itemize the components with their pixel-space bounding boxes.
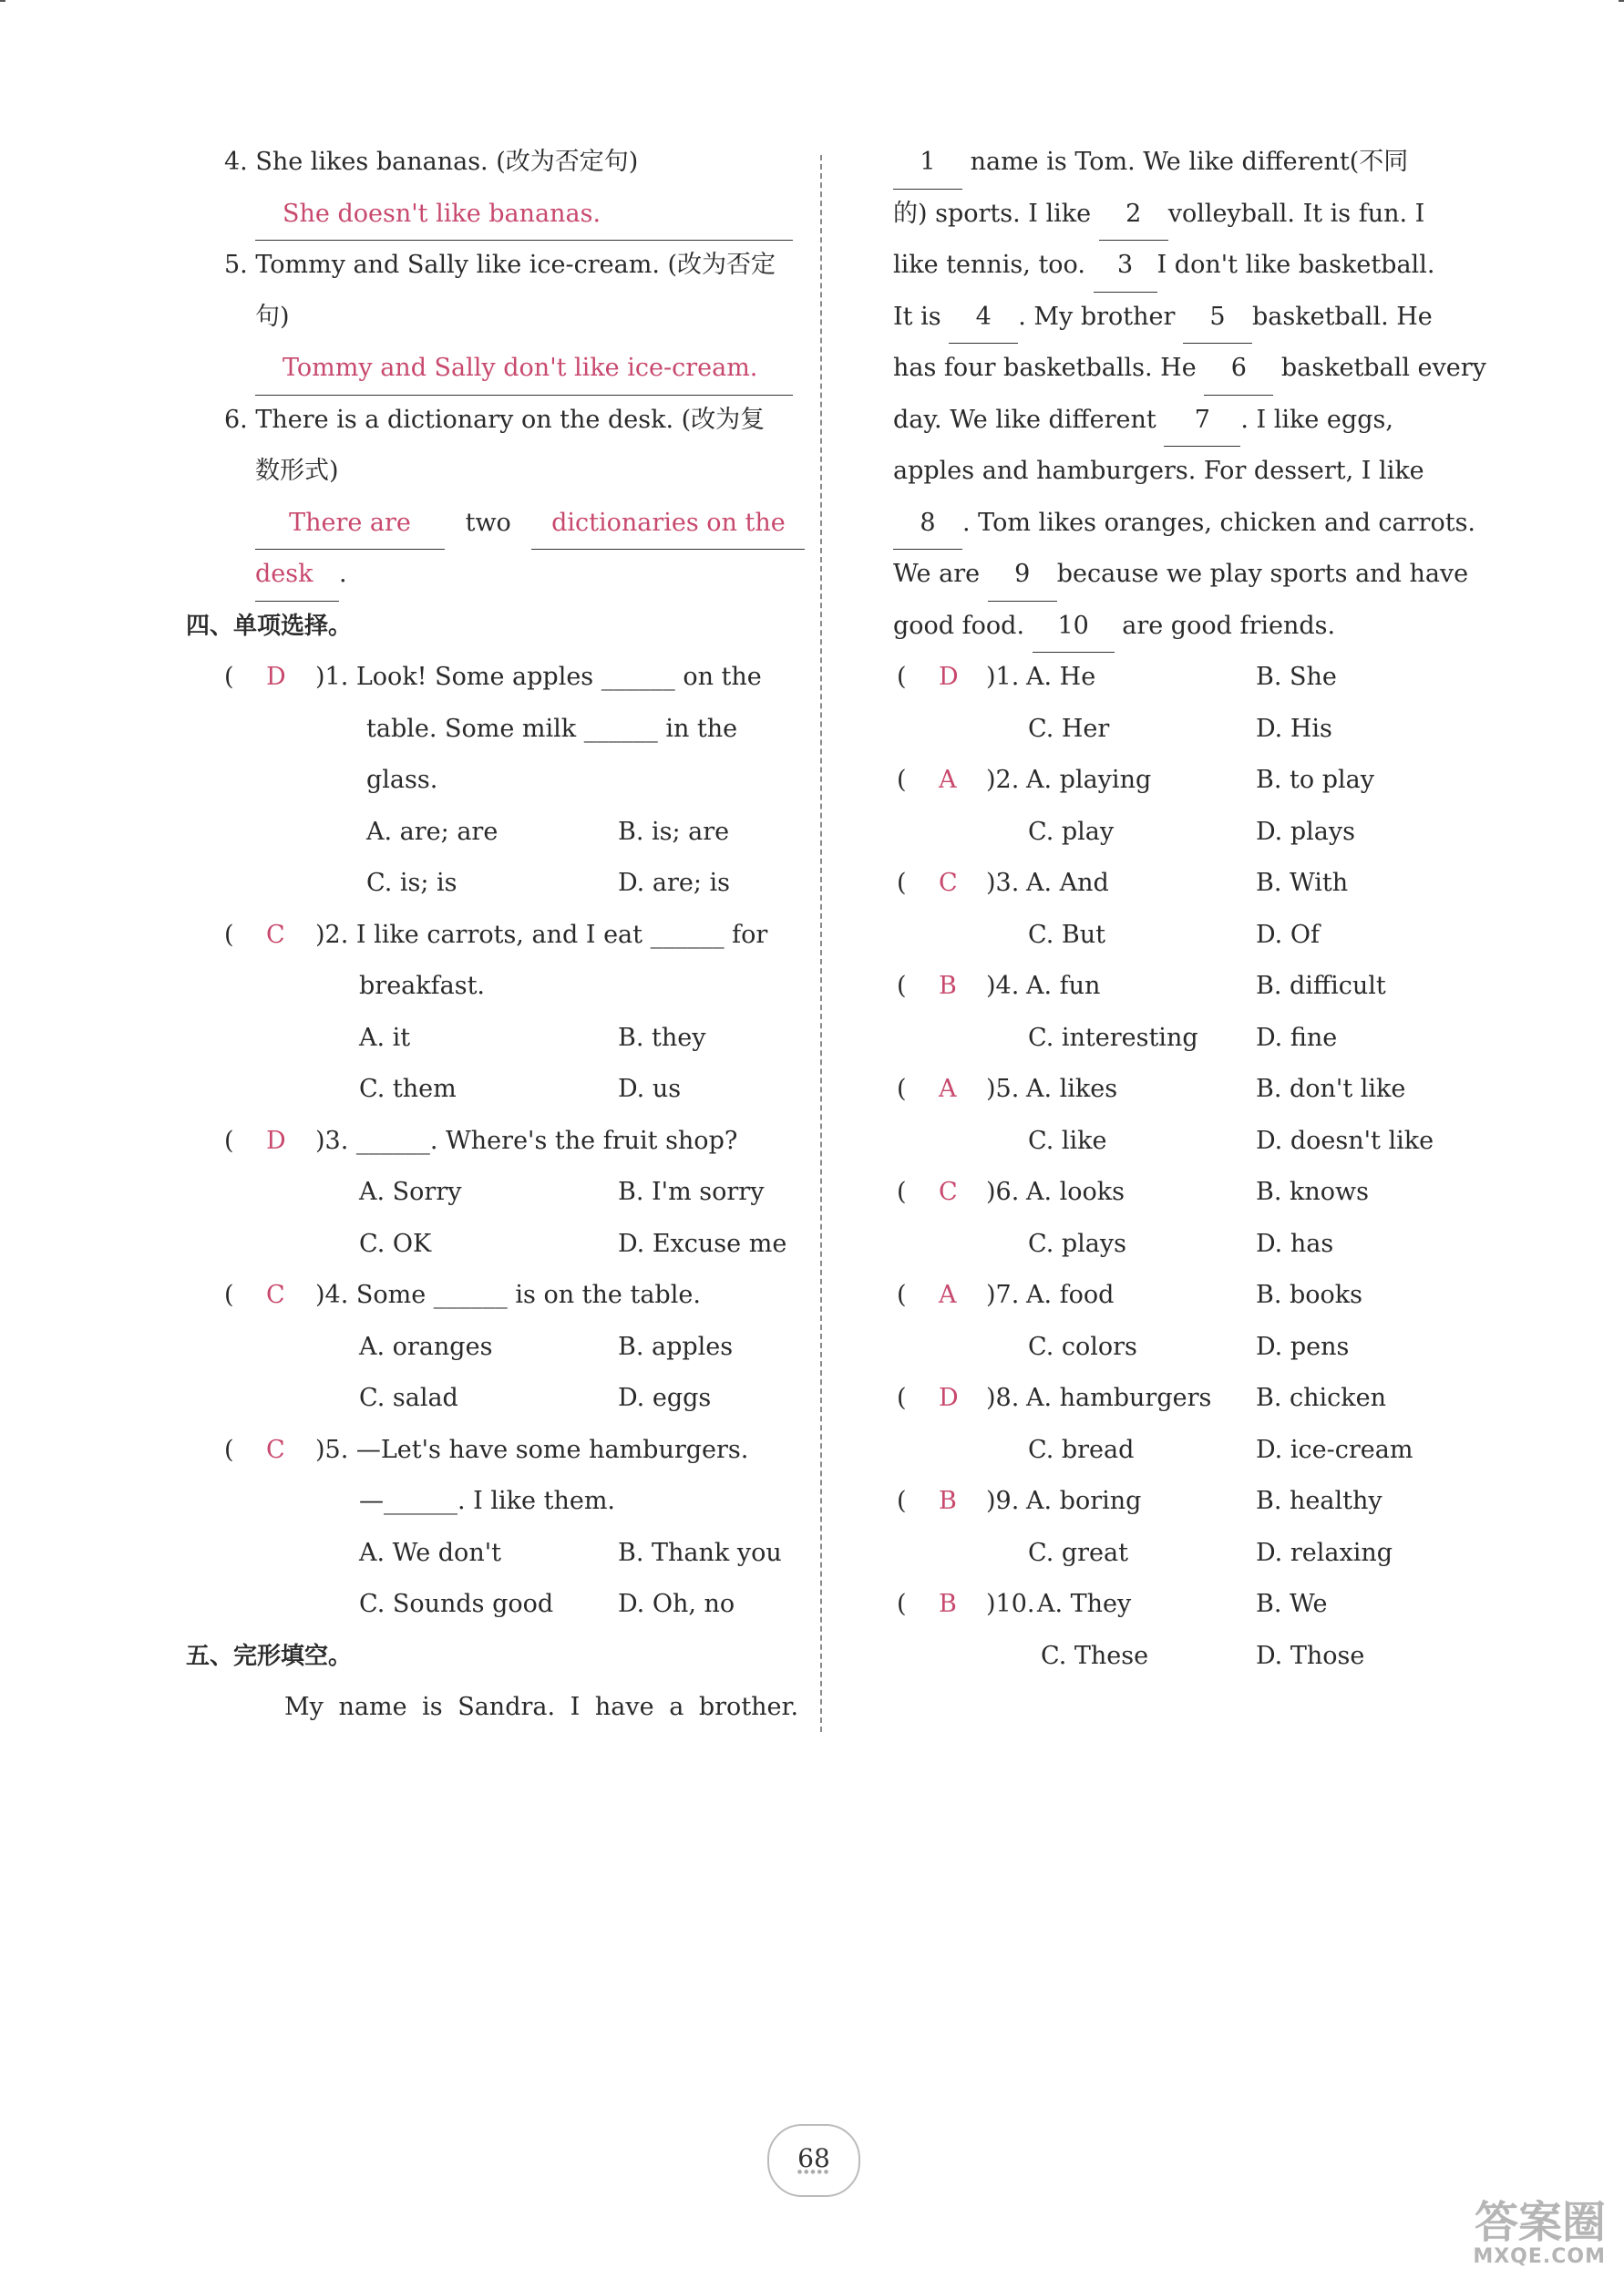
option-c: C. great bbox=[1028, 1538, 1128, 1567]
answer-line-5 bbox=[182, 343, 793, 395]
passage-text: It is bbox=[893, 302, 941, 331]
question-5-cont bbox=[182, 292, 793, 344]
answer-letter: C bbox=[939, 1178, 958, 1206]
option-c: C. But bbox=[1028, 920, 1105, 949]
question-text: 数形式) bbox=[255, 457, 339, 485]
paren: ( bbox=[897, 1590, 907, 1618]
option-c: C. bread bbox=[1028, 1435, 1135, 1464]
option-b: B. is; are bbox=[618, 817, 730, 846]
question-text: 6. There is a dictionary on the desk. (改为复 bbox=[224, 405, 766, 434]
passage-text: because we play sports and have bbox=[1056, 560, 1469, 588]
answer-letter: C bbox=[266, 1435, 285, 1464]
passage-text: I don't like basketball. bbox=[1156, 251, 1435, 279]
answer-letter: D bbox=[939, 1384, 959, 1412]
answer-text: There are bbox=[255, 498, 445, 551]
option-d: D. Excuse me bbox=[618, 1229, 787, 1258]
option-b: B. With bbox=[1256, 869, 1349, 897]
mc-question-2: ( C )2. I like carrots, and I eat ______ for bbox=[182, 910, 793, 962]
mc-question-4: ( C )4. Some ______ is on the table. bbox=[182, 1270, 793, 1322]
question-text: 4. She likes bananas. (改为否定句) bbox=[224, 148, 639, 176]
right-column bbox=[893, 137, 1486, 1682]
mc-options bbox=[182, 1579, 793, 1631]
paren: ( bbox=[897, 663, 907, 691]
passage-text: good food. bbox=[893, 611, 1025, 640]
question-text: )2. I like carrots, and I eat ______ for bbox=[315, 920, 768, 949]
option-c: C. These bbox=[1041, 1641, 1149, 1670]
answer-text: dictionaries on the bbox=[531, 498, 805, 551]
answer-line-4 bbox=[182, 189, 793, 241]
option-a: A. food bbox=[1026, 1281, 1115, 1309]
cloze-question-7 bbox=[893, 1270, 1467, 1322]
mc-options bbox=[182, 858, 793, 910]
passage-text: are good friends. bbox=[1122, 611, 1336, 640]
option-d: D. doesn't like bbox=[1256, 1126, 1434, 1155]
question-text: )5. —Let's have some hamburgers. bbox=[315, 1435, 749, 1464]
option-b: B. knows bbox=[1256, 1178, 1369, 1206]
option-d: D. us bbox=[618, 1075, 682, 1103]
option-c: C. interesting bbox=[1028, 1023, 1198, 1052]
option-a: A. And bbox=[1026, 869, 1109, 897]
passage-text: name is Tom. We like different(不同 bbox=[970, 148, 1409, 176]
question-text: glass. bbox=[366, 766, 438, 794]
passage-text: apples and hamburgers. For dessert, I like bbox=[893, 457, 1424, 485]
heading-text: 四、单项选择。 bbox=[186, 612, 353, 640]
paren: ( bbox=[897, 869, 907, 897]
mc-options bbox=[182, 1219, 793, 1271]
question-text: 5. Tommy and Sally like ice-cream. (改为否定 bbox=[224, 251, 776, 279]
option-c: C. colors bbox=[1028, 1332, 1137, 1361]
question-number: )9. bbox=[986, 1487, 1020, 1515]
option-b: B. to play bbox=[1256, 766, 1374, 794]
question-6 bbox=[182, 395, 793, 447]
option-a: A. hamburgers bbox=[1026, 1384, 1212, 1412]
option-d: D. relaxing bbox=[1256, 1538, 1393, 1567]
option-a: A. He bbox=[1026, 663, 1096, 691]
passage-text: 的) sports. I like bbox=[893, 199, 1092, 228]
passage-text: . I like eggs, bbox=[1240, 405, 1393, 434]
passage-text: has four basketballs. He bbox=[893, 354, 1197, 382]
cloze-options bbox=[893, 652, 1467, 1682]
cloze-options-row bbox=[893, 1425, 1467, 1477]
option-d: D. eggs bbox=[618, 1384, 712, 1412]
passage-line bbox=[893, 601, 1467, 653]
option-a: A. oranges bbox=[359, 1332, 493, 1361]
passage-text: basketball. He bbox=[1252, 302, 1433, 331]
cloze-question-8 bbox=[893, 1373, 1467, 1425]
passage-text: basketball every bbox=[1280, 354, 1486, 382]
option-c: C. Sounds good bbox=[359, 1590, 554, 1618]
answer-text: Tommy and Sally don't like ice-cream. bbox=[255, 343, 793, 396]
passage-text: We are bbox=[893, 560, 981, 588]
mc-options bbox=[182, 807, 793, 859]
option-a: A. playing bbox=[1026, 766, 1152, 794]
answer-line-6 bbox=[182, 498, 793, 550]
option-b: B. books bbox=[1256, 1281, 1363, 1309]
cloze-blank: 2 bbox=[1099, 189, 1168, 242]
option-d: D. are; is bbox=[618, 869, 731, 897]
mc-question-5-cont bbox=[182, 1476, 793, 1528]
passage-text: like tennis, too. bbox=[893, 251, 1085, 279]
option-b: B. healthy bbox=[1256, 1487, 1382, 1515]
mc-options bbox=[182, 1528, 793, 1580]
watermark-logo: 答案圈 MXQE.COM bbox=[1473, 2197, 1606, 2268]
mc-options bbox=[182, 1013, 793, 1065]
option-a: A. are; are bbox=[366, 817, 499, 846]
static-text: two bbox=[465, 508, 511, 537]
option-c: C. plays bbox=[1028, 1229, 1126, 1258]
passage-line bbox=[893, 498, 1476, 550]
option-c: C. like bbox=[1028, 1126, 1107, 1155]
answer-letter: D bbox=[266, 663, 286, 691]
mc-question-2-cont bbox=[182, 961, 793, 1013]
answer-letter: A bbox=[939, 766, 957, 794]
question-text: )3. ______. Where's the fruit shop? bbox=[315, 1126, 738, 1155]
option-c: C. them bbox=[359, 1075, 457, 1103]
option-d: D. has bbox=[1256, 1229, 1334, 1258]
paren: ( bbox=[897, 972, 907, 1000]
question-text: breakfast. bbox=[359, 972, 486, 1000]
passage-line bbox=[893, 240, 1467, 292]
cloze-options-row bbox=[893, 1013, 1467, 1065]
cloze-options-row bbox=[893, 1631, 1467, 1683]
option-b: B. difficult bbox=[1256, 972, 1386, 1000]
mc-question-1-cont bbox=[182, 755, 793, 807]
option-a: A. likes bbox=[1026, 1075, 1118, 1103]
option-d: D. Of bbox=[1256, 920, 1320, 949]
paren: ( bbox=[897, 766, 907, 794]
crop-mark bbox=[0, 0, 5, 2]
passage-line bbox=[893, 395, 1467, 447]
option-b: B. apples bbox=[618, 1332, 734, 1361]
cloze-question-6 bbox=[893, 1167, 1467, 1219]
option-b: B. don't like bbox=[1256, 1075, 1406, 1103]
question-number: )6. bbox=[986, 1178, 1020, 1206]
paren: ( bbox=[897, 1487, 907, 1515]
option-b: B. We bbox=[1256, 1590, 1328, 1618]
cloze-question-10 bbox=[893, 1579, 1467, 1631]
answer-letter: A bbox=[939, 1281, 957, 1309]
option-c: C. OK bbox=[359, 1229, 432, 1258]
paren: ( bbox=[897, 1384, 907, 1412]
option-d: D. Oh, no bbox=[618, 1590, 735, 1618]
option-d: D. pens bbox=[1256, 1332, 1350, 1361]
option-a: A. it bbox=[359, 1023, 411, 1052]
cloze-options-row bbox=[893, 1219, 1467, 1271]
passage-line bbox=[182, 1682, 799, 1734]
option-d: D. Those bbox=[1256, 1641, 1365, 1670]
answer-letter: C bbox=[939, 869, 958, 897]
passage-line bbox=[893, 343, 1486, 395]
crop-mark bbox=[1619, 0, 1624, 2]
cloze-question-1 bbox=[893, 652, 1467, 704]
passage-text: volleyball. It is fun. I bbox=[1167, 199, 1425, 228]
passage-text: My name is Sandra. I have a brother. bbox=[284, 1693, 799, 1721]
cloze-blank: 1 bbox=[893, 137, 962, 190]
question-4 bbox=[182, 137, 793, 189]
answer-letter: D bbox=[939, 663, 959, 691]
answer-line-6-cont: desk . bbox=[182, 549, 793, 601]
question-number: )1. bbox=[986, 663, 1020, 691]
option-b: B. they bbox=[618, 1023, 706, 1052]
passage-line bbox=[893, 549, 1467, 601]
option-d: D. plays bbox=[1256, 817, 1355, 846]
passage-line bbox=[893, 446, 1467, 498]
cloze-question-9 bbox=[893, 1476, 1467, 1528]
answer-letter: B bbox=[939, 972, 957, 1000]
cloze-options-row bbox=[893, 807, 1467, 859]
paren: ( bbox=[897, 1178, 907, 1206]
question-text: 句) bbox=[255, 302, 290, 331]
mc-question-3: ( D )3. ______. Where's the fruit shop? bbox=[182, 1116, 793, 1168]
cloze-options-row bbox=[893, 910, 1467, 962]
question-number: )8. bbox=[986, 1384, 1020, 1412]
section-heading bbox=[182, 601, 793, 653]
option-b: B. She bbox=[1256, 663, 1337, 691]
answer-letter: C bbox=[266, 1281, 285, 1309]
option-d: D. ice-cream bbox=[1256, 1435, 1413, 1464]
option-a: A. boring bbox=[1026, 1487, 1142, 1515]
option-c: C. salad bbox=[359, 1384, 458, 1412]
cloze-question-2 bbox=[893, 755, 1467, 807]
question-number: )7. bbox=[986, 1281, 1020, 1309]
cloze-question-3 bbox=[893, 858, 1467, 910]
question-5 bbox=[182, 240, 793, 292]
question-text: )4. Some ______ is on the table. bbox=[315, 1281, 701, 1309]
option-b: B. Thank you bbox=[618, 1538, 782, 1567]
cloze-options-row bbox=[893, 1528, 1467, 1580]
paren: ( bbox=[897, 1075, 907, 1103]
answer-text: desk bbox=[255, 549, 339, 602]
heading-text: 五、完形填空。 bbox=[186, 1642, 353, 1670]
passage-text: . Tom likes oranges, chicken and carrots. bbox=[962, 508, 1476, 537]
cloze-options-row bbox=[893, 1116, 1467, 1168]
mc-options bbox=[182, 1064, 793, 1116]
paren: ( bbox=[897, 1281, 907, 1309]
answer-letter: A bbox=[939, 1075, 957, 1103]
cloze-options-row bbox=[893, 1322, 1467, 1374]
cloze-blank: 3 bbox=[1094, 240, 1157, 293]
question-text: —______. I like them. bbox=[359, 1487, 616, 1515]
answer-letter: B bbox=[939, 1487, 957, 1515]
passage-text: . My brother bbox=[1018, 302, 1176, 331]
column-divider bbox=[820, 155, 822, 1732]
option-b: B. I'm sorry bbox=[618, 1178, 765, 1206]
cloze-blank: 6 bbox=[1204, 343, 1273, 396]
cloze-question-4 bbox=[893, 961, 1467, 1013]
option-b: B. chicken bbox=[1256, 1384, 1387, 1412]
passage-line bbox=[893, 189, 1467, 241]
cloze-blank: 5 bbox=[1183, 292, 1252, 345]
cloze-blank: 7 bbox=[1164, 395, 1240, 448]
option-a: A. fun bbox=[1026, 972, 1101, 1000]
mc-question-1: ( D )1. Look! Some apples ______ on the bbox=[182, 652, 793, 704]
question-6-cont bbox=[182, 446, 793, 498]
page-number-text: 68 bbox=[797, 2143, 830, 2173]
question-text: )1. Look! Some apples ______ on the bbox=[315, 663, 762, 691]
cloze-blank: 8 bbox=[893, 498, 962, 551]
passage-text: day. We like different bbox=[893, 405, 1156, 434]
cloze-blank: 4 bbox=[949, 292, 1018, 345]
option-a: A. Sorry bbox=[359, 1178, 462, 1206]
option-c: C. Her bbox=[1028, 714, 1110, 743]
passage-line bbox=[893, 292, 1467, 344]
option-a: A. We don't bbox=[359, 1538, 501, 1567]
section-heading bbox=[182, 1631, 793, 1683]
question-number: )5. bbox=[986, 1075, 1020, 1103]
answer-letter: D bbox=[266, 1126, 286, 1155]
answer-letter: C bbox=[266, 920, 285, 949]
mc-question-1-cont bbox=[182, 704, 793, 756]
left-column bbox=[182, 137, 799, 1734]
option-a: A. looks bbox=[1026, 1178, 1125, 1206]
page-number bbox=[767, 2124, 860, 2197]
question-number: )2. bbox=[986, 766, 1020, 794]
mc-options bbox=[182, 1167, 793, 1219]
option-d: D. fine bbox=[1256, 1023, 1338, 1052]
answer-text: She doesn't like bananas. bbox=[255, 189, 793, 242]
option-c: C. is; is bbox=[366, 869, 457, 897]
option-d: D. His bbox=[1256, 714, 1332, 743]
option-a: A. They bbox=[1037, 1590, 1132, 1618]
mc-options bbox=[182, 1373, 793, 1425]
mc-question-5: ( C )5. —Let's have some hamburgers. bbox=[182, 1425, 793, 1477]
cloze-blank: 9 bbox=[988, 549, 1057, 602]
mc-options bbox=[182, 1322, 793, 1374]
question-number: )4. bbox=[986, 972, 1020, 1000]
cloze-blank: 10 bbox=[1033, 601, 1115, 654]
answer-letter: B bbox=[939, 1590, 957, 1618]
question-number: )3. bbox=[986, 869, 1020, 897]
cloze-options-row bbox=[893, 704, 1467, 756]
option-c: C. play bbox=[1028, 817, 1115, 846]
question-number: )10. bbox=[986, 1590, 1035, 1618]
question-text: table. Some milk ______ in the bbox=[366, 714, 738, 743]
cloze-question-5 bbox=[893, 1064, 1467, 1116]
passage-line bbox=[893, 137, 1467, 189]
